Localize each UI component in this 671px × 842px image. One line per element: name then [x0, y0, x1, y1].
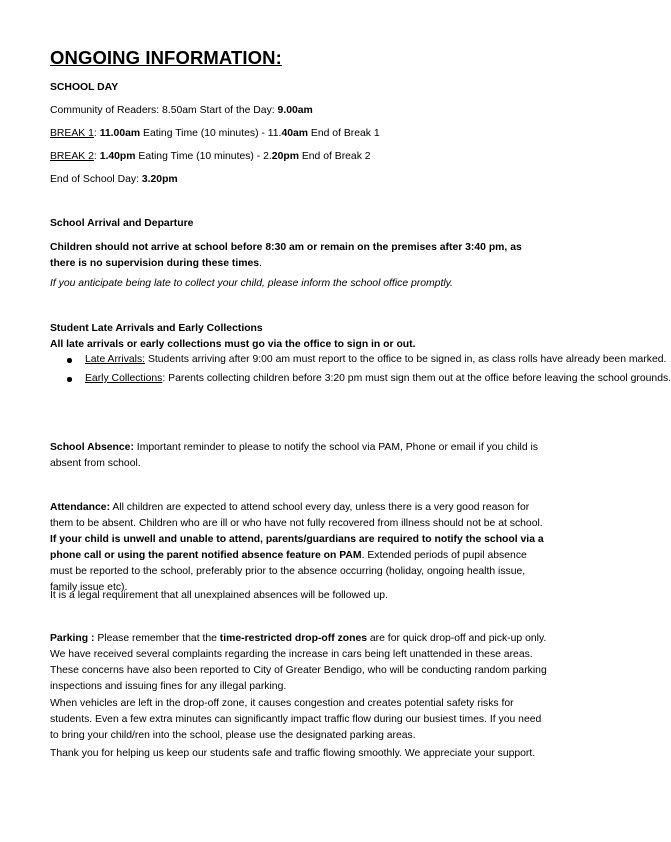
break-1-end-time: 40am [281, 128, 309, 139]
school-day-heading: SCHOOL DAY [50, 82, 119, 93]
break-1-time: 11.00am [99, 128, 141, 139]
break-1-mid: Eating Time (10 minutes) - 11. [140, 128, 282, 139]
community-of-readers-line [50, 103, 313, 119]
bullet-icon [67, 358, 72, 363]
list-item-text: Students arriving after 9:00 am must report to the office to be signed in, as class rolls have already been marked. [145, 354, 667, 365]
attendance-heading: Attendance: [50, 502, 111, 513]
start-time: 9.00am [277, 105, 313, 116]
break-1-line: BREAK 1: 11.00am Eating Time (10 minutes) - 11.40am End of Break 1 [50, 128, 380, 139]
arrival-heading: School Arrival and Departure [50, 218, 194, 229]
list-item-label: Early Collections [85, 373, 163, 384]
absence-text: Important reminder to please to notify the school via PAM, Phone or email if you child is absent from school. [50, 442, 539, 469]
attendance-legal-note: It is a legal requirement that all unexplained absences will be followed up. [50, 590, 388, 601]
break-2-end-time: 20pm [271, 151, 299, 162]
break-1-tail: End of Break 1 [308, 128, 380, 139]
list-item-text: : Parents collecting children before 3:20 pm must sign them out at the office before leaving the school grounds. [162, 373, 671, 384]
parking-text-2: are for quick drop-off and pick-up only. We have received several complaints regarding the increase in cars being left unattended in these areas. These concerns have also been reported to City of Greater Bendigo, who will be conducting random parking inspections and issuing fines for any illegal parking. [50, 633, 547, 692]
parking-paragraph-2: When vehicles are left in the drop-off zone, it causes congestion and creates potential safety risks for students. Even a few extra minutes can significantly impact traffic flow during our busiest times. If you need to bring your child/ren into the school, please use the designated parking areas. [50, 698, 542, 741]
parking-zones: time-restricted drop-off zones [219, 633, 368, 644]
end-of-day-line [50, 172, 178, 188]
bullet-icon [67, 377, 72, 382]
absence-heading: School Absence: [50, 442, 134, 453]
break-2-mid: Eating Time (10 minutes) - 2. [135, 151, 272, 162]
late-arrivals-heading: Student Late Arrivals and Early Collections [50, 323, 263, 334]
break-2-label: BREAK 2 [50, 151, 94, 162]
break-2-time: 1.40pm [99, 151, 136, 162]
arrival-warning-text: Children should not arrive at school before 8:30 am or remain on the premises after 3:40 pm, as there is no supervision during these times [50, 242, 522, 269]
parking-paragraph [50, 631, 550, 695]
attendance-requirement: If your child is unwell and unable to attend, parents/guardians are required to notify the school via a phone call or using the parent notified absence feature on PAM [50, 534, 544, 561]
late-arrivals-list [50, 352, 671, 386]
page-title: ONGOING INFORMATION: [50, 47, 282, 68]
parking-heading: Parking : [50, 633, 95, 644]
break-1-label: BREAK 1 [50, 128, 94, 139]
parking-text-1: Please remember that the [94, 633, 220, 644]
break-2-line: BREAK 2: 1.40pm Eating Time (10 minutes) - 2.20pm End of Break 2 [50, 151, 371, 162]
absence-paragraph [50, 440, 550, 472]
attendance-paragraph [50, 500, 550, 596]
arrival-warning: Children should not arrive at school before 8:30 am or remain on the premises after 3:40 pm, as there is no supervision during these times. [50, 242, 522, 269]
end-of-day-time: 3.20pm [141, 174, 178, 185]
attendance-text-2: . Extended periods of pupil absence must be reported to the school, preferably prior to the absence occurring (holiday, ongoing health issue, family issue etc). [50, 550, 527, 593]
late-collection-note: If you anticipate being late to collect your child, please inform the school office promptly. [50, 278, 453, 289]
attendance-text-1: All children are expected to attend school every day, unless there is a very good reason for them to be absent. Children who are ill or who have not fully recovered from illness should not be at school. [50, 502, 543, 529]
end-of-day-label: End of School Day: [50, 174, 142, 185]
list-item-label: Late Arrivals: [85, 354, 146, 365]
list-item [50, 371, 671, 386]
parking-paragraph-3: Thank you for helping us keep our students safe and traffic flowing smoothly. We appreciate your support. [50, 748, 536, 759]
break-2-tail: End of Break 2 [298, 151, 371, 162]
late-arrivals-subtitle: All late arrivals or early collections must go via the office to sign in or out. [50, 339, 416, 350]
list-item [50, 352, 667, 367]
community-label: Community of Readers: 8.50am Start of the Day: [50, 105, 278, 116]
